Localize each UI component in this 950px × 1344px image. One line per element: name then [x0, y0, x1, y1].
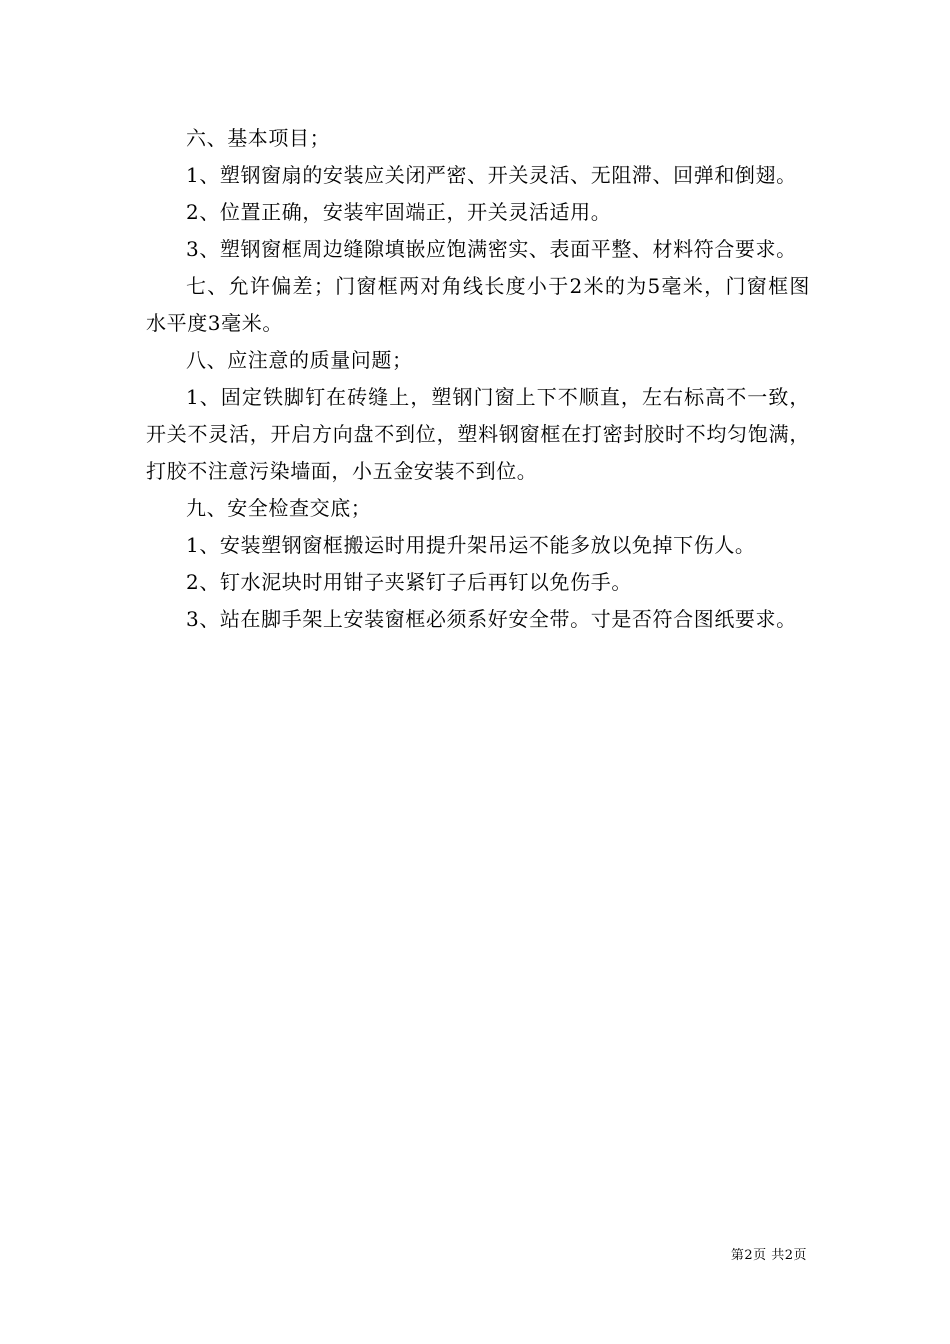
paragraph: 1、塑钢窗扇的安装应关闭严密、开关灵活、无阻滞、回弹和倒翅。: [186, 163, 797, 187]
document-body: [146, 120, 810, 638]
section-heading-quality-issues: 八、应注意的质量问题；: [186, 348, 413, 372]
page-number: 第2页 共2页: [730, 1248, 807, 1263]
section-heading-allowed-deviation: 七、允许偏差；门窗框两对角线长度小于2米的为5毫米，门窗框图水平度3毫米。: [146, 274, 810, 335]
paragraph: 3、塑钢窗框周边缝隙填嵌应饱满密实、表面平整、材料符合要求。: [186, 237, 797, 261]
paragraph: 2、钉水泥块时用钳子夹紧钉子后再钉以免伤手。: [186, 570, 632, 594]
paragraph: 2、位置正确，安装牢固端正，开关灵活适用。: [186, 200, 612, 224]
section-heading-basic-items: 六、基本项目；: [186, 126, 331, 150]
paragraph: 1、固定铁脚钉在砖缝上，塑钢门窗上下不顺直，左右标高不一致，开关不灵活，开启方向盘不到位，塑料钢窗框在打密封胶时不均匀饱满，打胶不注意污染墙面，小五金安装不到位。: [146, 385, 810, 483]
paragraph: 3、站在脚手架上安装窗框必须系好安全带。寸是否符合图纸要求。: [186, 607, 797, 631]
section-heading-safety-check: 九、安全检查交底；: [186, 496, 372, 520]
paragraph: 1、安装塑钢窗框搬运时用提升架吊运不能多放以免掉下伤人。: [186, 533, 756, 557]
